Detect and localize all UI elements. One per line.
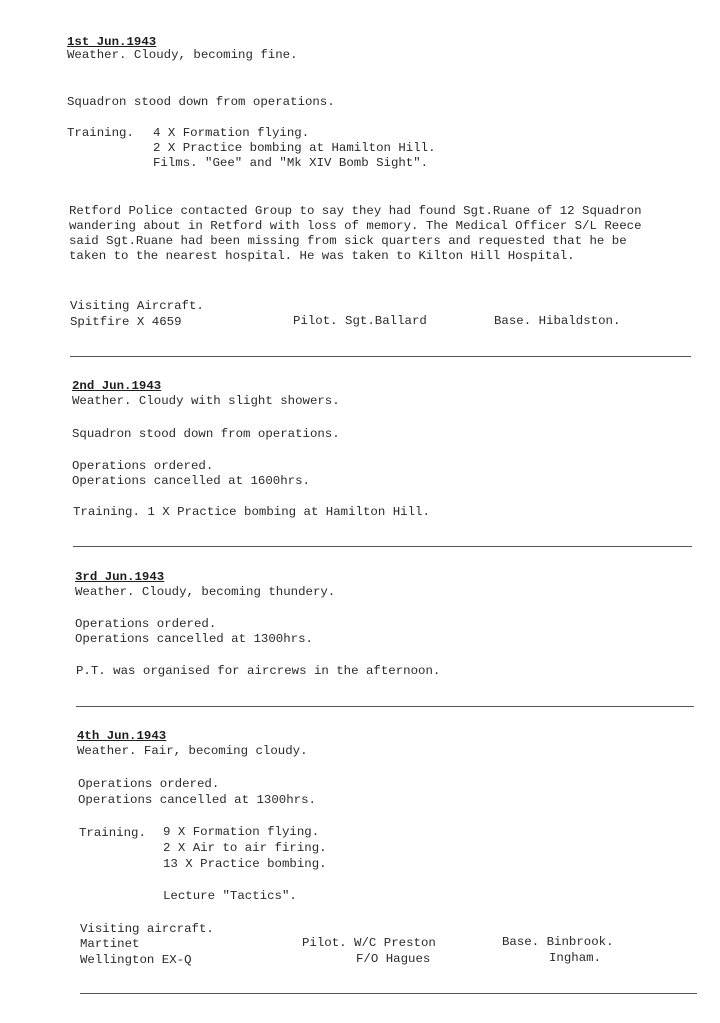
day2-ops-cancelled: Operations cancelled at 1600hrs. [72, 474, 310, 488]
day2-stood-down: Squadron stood down from operations. [72, 427, 340, 441]
day4-visiting-base: Base. Binbrook. [502, 935, 614, 949]
divider [70, 356, 691, 357]
day2-training: Training. 1 X Practice bombing at Hamilton Hill. [73, 505, 430, 519]
day1-police-line: Retford Police contacted Group to say they had found Sgt.Ruane of 12 Squadron [69, 204, 642, 218]
day4-date: 4th Jun.1943 [77, 729, 167, 743]
day3-date: 3rd Jun.1943 [75, 570, 165, 584]
day2-ops-ordered: Operations ordered. [72, 459, 214, 473]
day1-training-item: 2 X Practice bombing at Hamilton Hill. [153, 141, 436, 155]
day4-training-item: 2 X Air to air firing. [163, 841, 327, 855]
day1-visiting-base: Base. Hibaldston. [494, 314, 621, 328]
day4-lecture: Lecture "Tactics". [163, 889, 297, 903]
divider [80, 993, 697, 994]
day4-visiting-base: Ingham. [549, 951, 602, 965]
day4-weather: Weather. Fair, becoming cloudy. [77, 744, 308, 758]
day2-date: 2nd Jun.1943 [72, 379, 162, 393]
day3-pt: P.T. was organised for aircrews in the afternoon. [76, 664, 441, 678]
day1-training-item: Films. "Gee" and "Mk XIV Bomb Sight". [153, 156, 429, 170]
day1-visiting-aircraft: Spitfire X 4659 [70, 315, 182, 329]
day3-weather: Weather. Cloudy, becoming thundery. [75, 585, 336, 599]
day1-training-label: Training. [67, 126, 134, 140]
divider [73, 546, 692, 547]
day4-ops-cancelled: Operations cancelled at 1300hrs. [78, 793, 316, 807]
day4-visiting-pilot: Pilot. W/C Preston [302, 936, 436, 950]
day1-visiting-pilot: Pilot. Sgt.Ballard [293, 314, 427, 328]
day4-training-item: 9 X Formation flying. [163, 825, 320, 839]
divider [76, 706, 694, 707]
day1-weather: Weather. Cloudy, becoming fine. [67, 48, 298, 62]
day2-weather: Weather. Cloudy with slight showers. [72, 394, 340, 408]
day4-training-item: 13 X Practice bombing. [163, 857, 327, 871]
day4-visiting-label: Visiting aircraft. [80, 922, 214, 936]
day3-ops-cancelled: Operations cancelled at 1300hrs. [75, 632, 313, 646]
day1-training-item: 4 X Formation flying. [153, 126, 310, 140]
day1-stood-down: Squadron stood down from operations. [67, 95, 335, 109]
day4-visiting-aircraft: Martinet [80, 937, 140, 951]
day1-police-line: wandering about in Retford with loss of memory. The Medical Officer S/L Reece [69, 219, 642, 233]
day1-police-line: said Sgt.Ruane had been missing from sick quarters and requested that he be [69, 234, 627, 248]
day4-training-label: Training. [79, 826, 146, 840]
day1-police-line: taken to the nearest hospital. He was taken to Kilton Hill Hospital. [69, 249, 575, 263]
day4-visiting-aircraft: Wellington EX-Q [80, 953, 192, 967]
day4-visiting-pilot: F/O Hagues [356, 952, 431, 966]
day1-date: 1st Jun.1943 [67, 35, 157, 49]
day1-visiting-label: Visiting Aircraft. [70, 299, 204, 313]
day3-ops-ordered: Operations ordered. [75, 617, 217, 631]
day4-ops-ordered: Operations ordered. [78, 777, 220, 791]
